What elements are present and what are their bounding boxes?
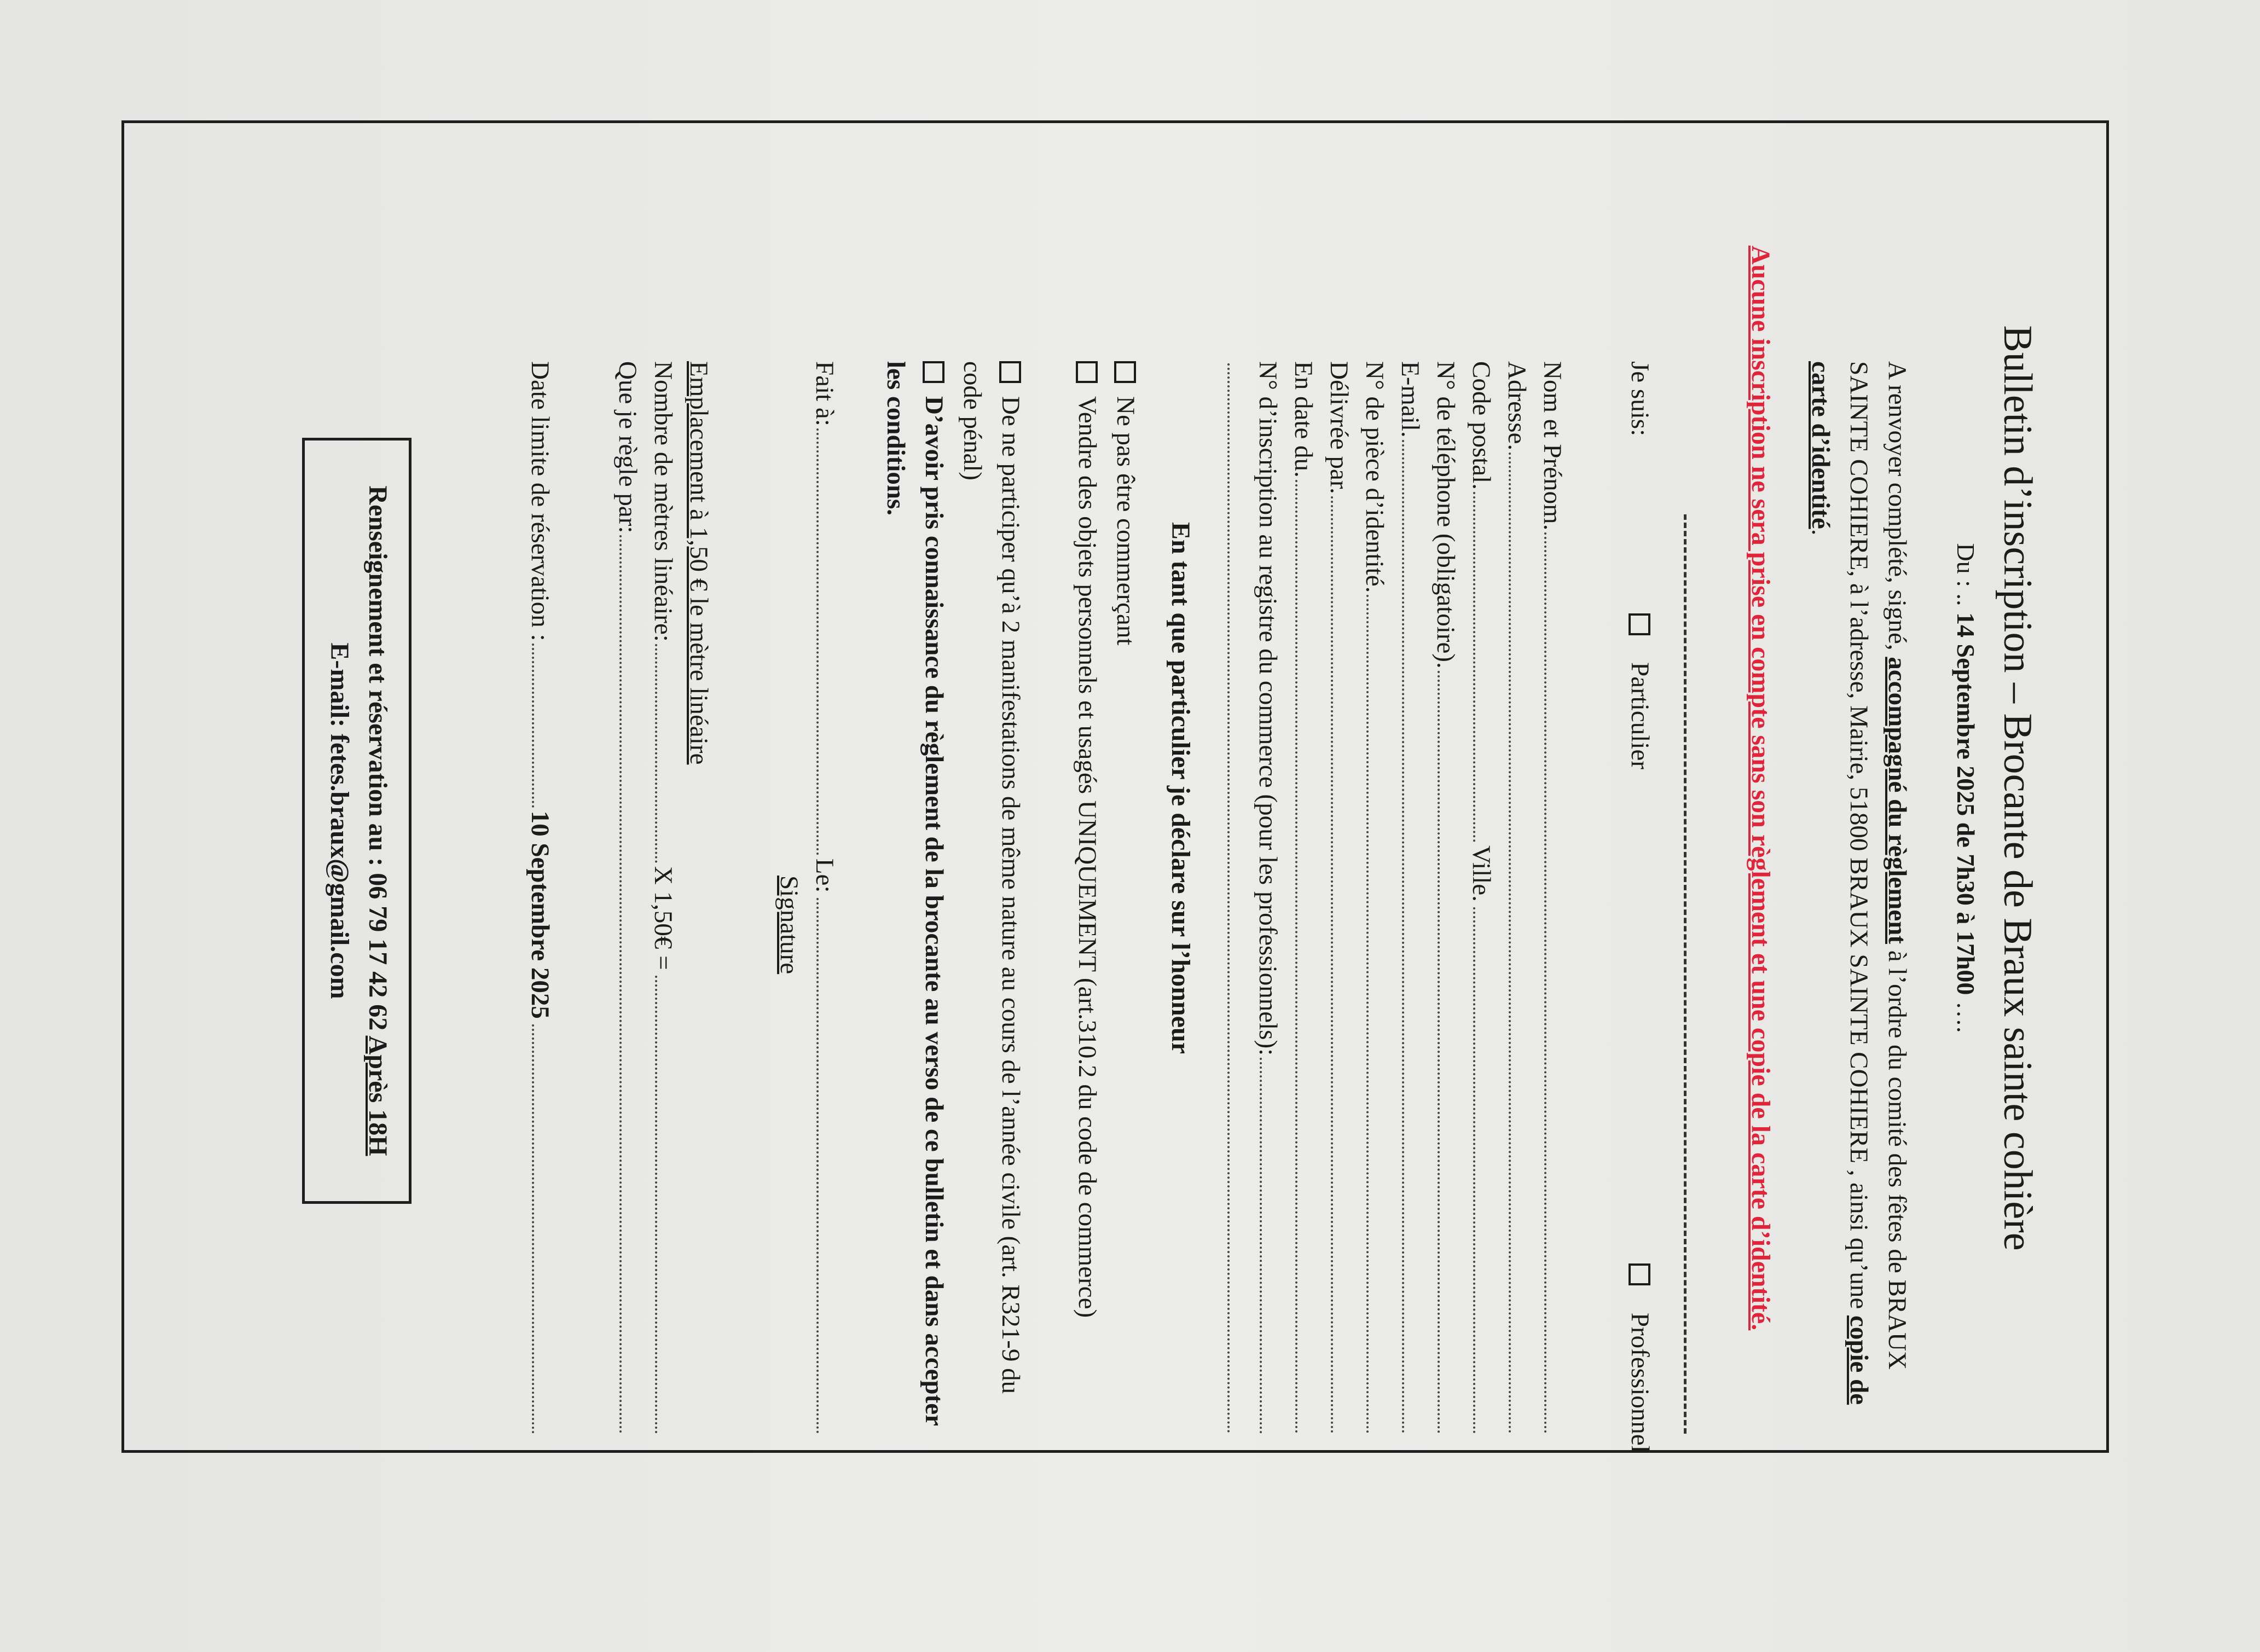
email-label: E-mail. <box>1396 361 1424 438</box>
professionnel-label: Professionnel <box>1626 1312 1654 1453</box>
contact-phone-line <box>358 440 397 1201</box>
declaration-item-2 <box>1068 361 1106 1434</box>
intro-bold-reglement: accompagné du règlement <box>1883 657 1911 944</box>
contact-email-line: E-mail: fetes.braux@gmail.com <box>325 642 354 999</box>
nb-metres-label: Nombre de mètres linéaire: <box>649 361 677 642</box>
field-date-limite <box>521 361 559 1434</box>
nom-input-line[interactable] <box>1544 532 1568 1434</box>
nom-label: Nom et Prénom. <box>1538 361 1567 531</box>
declaration-3-text: De ne participer qu’à 2 manifestations de même nature au cours de l’année civile (art. R321-9 du code pénal) <box>958 361 1025 1394</box>
contact-phone-hours: Après 18H <box>363 1035 392 1156</box>
le-input-line[interactable] <box>816 898 841 1434</box>
field-piece-identite[interactable] <box>1355 361 1394 1434</box>
form-title: Bulletin d’inscription – Brocante de Braux sainte cohière <box>1995 325 2040 1251</box>
date-limite-dots-1 <box>532 644 556 808</box>
delivree-par-input-line[interactable] <box>1331 496 1355 1434</box>
checkbox-professionnel[interactable] <box>1629 1263 1650 1285</box>
code-postal-input-line[interactable] <box>1473 492 1497 842</box>
field-registre-commerce[interactable] <box>1249 361 1287 1434</box>
en-date-label: En date du. <box>1289 361 1318 478</box>
adresse-label: Adresse. <box>1503 361 1531 451</box>
checkbox-reglement-lu[interactable] <box>923 361 944 383</box>
intro-bold-carte: copie de carte d’identité <box>1806 361 1873 1405</box>
field-nb-metres[interactable] <box>644 361 682 1434</box>
emplacement-heading: Emplacement à 1,50 € le mètre linéaire <box>685 361 713 765</box>
telephone-input-line[interactable] <box>1438 671 1462 1434</box>
fait-a-input-line[interactable] <box>816 428 841 855</box>
contact-box <box>302 438 412 1204</box>
ville-input-line[interactable] <box>1473 907 1497 1434</box>
dashed-separator <box>1684 514 1687 1434</box>
checkbox-particulier[interactable] <box>1629 613 1650 635</box>
field-adresse[interactable] <box>1498 361 1536 1434</box>
declaration-item-1 <box>1106 361 1145 1434</box>
checkbox-deux-manifestations[interactable] <box>999 361 1021 383</box>
multiplier-label: X 1,50€ = <box>649 866 677 970</box>
en-date-input-line[interactable] <box>1295 480 1319 1434</box>
piece-identite-input-line[interactable] <box>1366 595 1390 1434</box>
adresse-input-line[interactable] <box>1509 453 1533 1434</box>
contact-phone-text: Renseignement et réservation au : 06 79 17 42 62 <box>363 485 392 1036</box>
date-limite-label: Date limite de réservation : <box>526 361 554 641</box>
code-postal-label: Code postal. <box>1467 361 1496 490</box>
date-limite-dots-2 <box>532 1024 556 1434</box>
intro-part-1: A renvoyer complété, signé, <box>1883 361 1911 657</box>
field-telephone[interactable] <box>1427 361 1465 1434</box>
regle-par-label: Que je règle par: <box>613 361 642 534</box>
registre-commerce-label: N° d’inscription au registre du commerce (pour les professionnels): <box>1254 361 1282 1056</box>
field-en-date[interactable] <box>1284 361 1323 1434</box>
intro-text <box>1801 361 1916 1434</box>
status-choice <box>1621 361 1659 1453</box>
email-input-line[interactable] <box>1402 440 1426 1434</box>
total-input-line[interactable] <box>655 976 679 1434</box>
fait-a-label: Fait à: <box>810 361 839 426</box>
delivree-par-label: Délivrée par. <box>1325 361 1353 494</box>
field-code-postal[interactable] <box>1462 361 1500 1434</box>
declaration-2-text: Vendre des objets personnels et usagés UNIQUEMENT (art.310.2 du code de commerce) <box>1073 396 1102 1318</box>
date-limite-value: 10 Septembre 2025 <box>526 810 554 1019</box>
field-registre-continuation[interactable] <box>1227 361 1251 1434</box>
declaration-item-4 <box>877 361 953 1434</box>
registre-continuation-line[interactable] <box>1227 363 1251 1434</box>
field-delivree-par[interactable] <box>1320 361 1358 1434</box>
piece-identite-label: N° de pièce d’identité. <box>1360 361 1389 593</box>
declaration-4-text: D’avoir pris connaissance du règlement de la brocante au verso de ce bulletin et dans accepter les conditions. <box>882 361 948 1426</box>
declaration-1-text: Ne pas être commerçant <box>1111 396 1140 646</box>
dates-suffix: …. <box>1952 1001 1980 1033</box>
event-dates <box>1946 131 1985 1445</box>
intro-part-3: . <box>1806 529 1835 536</box>
signature-label: Signature <box>775 876 803 975</box>
je-suis-label: Je suis: <box>1626 361 1654 437</box>
dates-prefix: Du : .. <box>1952 543 1980 606</box>
registre-commerce-input-line[interactable] <box>1260 1058 1284 1434</box>
registration-form <box>149 131 2097 1453</box>
intro-part-2: à l’ordre du comité des fêtes de BRAUX SAINTE COHIERE, à l’adresse, Mairie, 51800 BRAUX SAINTE COHIERE , ainsi qu’une <box>1845 361 1911 1370</box>
field-fait-a[interactable] <box>806 361 844 1434</box>
field-email[interactable] <box>1391 361 1429 1434</box>
telephone-label: N° de téléphone (obligatoire). <box>1432 361 1460 669</box>
warning-notice: Aucune inscription ne sera prise en compte sans son règlement et une copie de la carte d’identité. <box>1746 245 1775 1331</box>
declaration-item-3 <box>953 361 1030 1434</box>
field-nom[interactable] <box>1533 361 1572 1434</box>
checkbox-objets-personnels[interactable] <box>1076 361 1098 383</box>
field-regle-par[interactable] <box>609 361 647 1434</box>
particulier-label: Particulier <box>1626 662 1654 769</box>
nb-metres-input-line[interactable] <box>655 644 679 863</box>
checkbox-pas-commercant[interactable] <box>1114 361 1136 383</box>
regle-par-input-line[interactable] <box>619 535 644 1434</box>
dates-value: 14 Septembre 2025 de 7h30 à 17h00 <box>1952 612 1980 995</box>
declaration-heading: En tant que particulier je déclare sur l’honneur <box>1166 522 1195 1054</box>
ville-label: Ville. <box>1467 845 1496 902</box>
le-label: Le: <box>810 858 839 893</box>
